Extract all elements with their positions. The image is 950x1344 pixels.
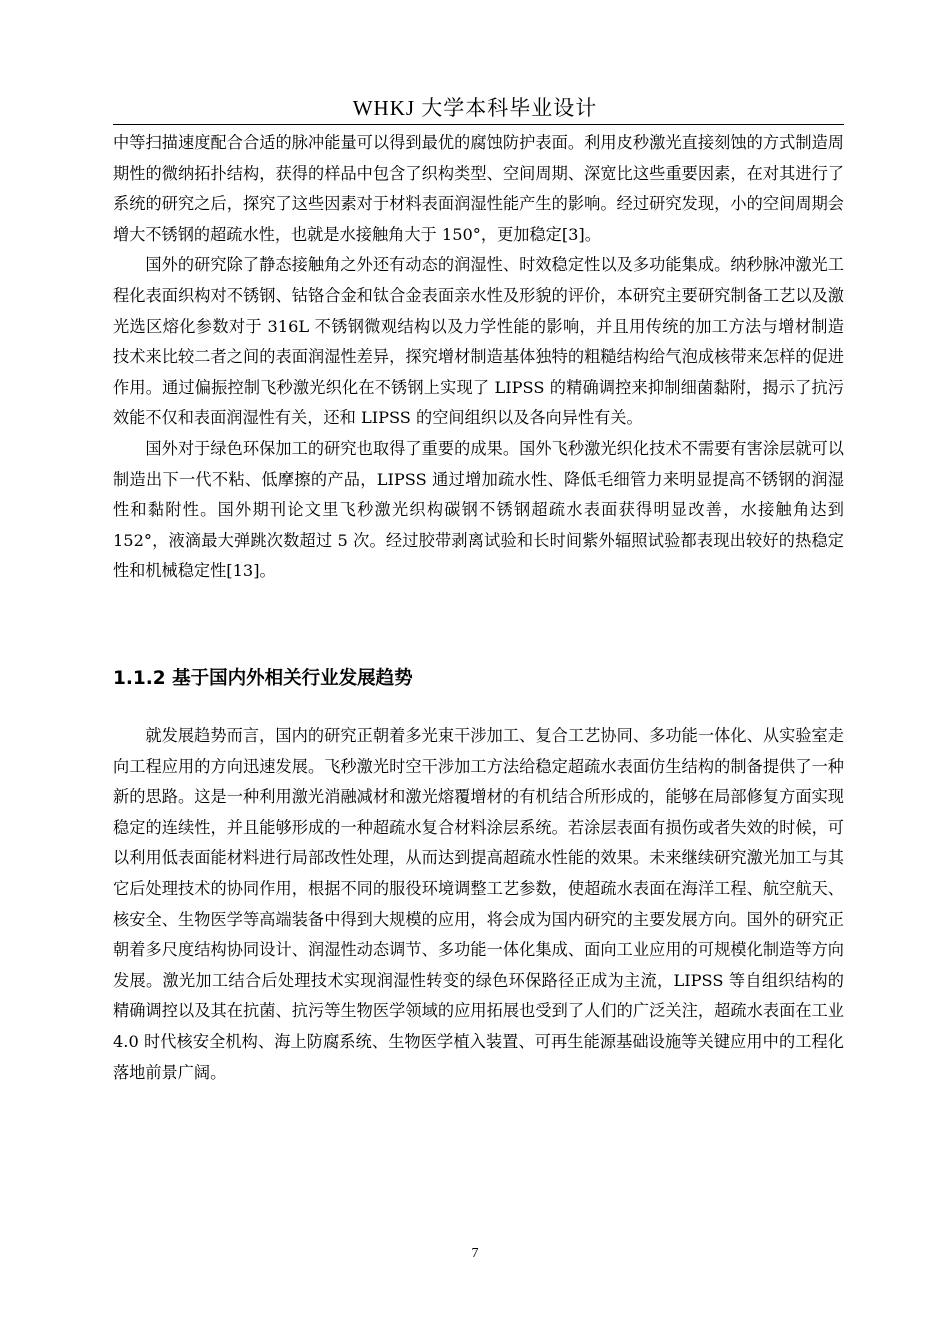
header-divider <box>113 124 844 125</box>
section-heading: 1.1.2 基于国内外相关行业发展趋势 <box>113 668 413 689</box>
body-text-top <box>113 128 844 587</box>
body-text-bottom <box>113 721 844 1088</box>
paragraph: 国外的研究除了静态接触角之外还有动态的润湿性、时效稳定性以及多功能集成。纳秒脉冲激光工程化表面织构对不锈钢、钴铬合金和钛合金表面亲水性及形貌的评价，本研究主要研究制备工艺以及激光选区熔化参数对于 316L 不锈钢微观结构以及力学性能的影响，并且用传统的加工方法与增材制造技术来比较二者之间的表面润湿性差异，探究增材制造基体独特的粗糙结构给气泡成核带来怎样的促进作用。通过偏振控制飞秒激光织化在不锈钢上实现了 LIPSS 的精确调控来抑制细菌黏附，揭示了抗污效能不仅和表面润湿性有关，还和 LIPSS 的空间组织以及各向异性有关。 <box>113 255 844 428</box>
paragraph-continued: 中等扫描速度配合合适的脉冲能量可以得到最优的腐蚀防护表面。利用皮秒激光直接刻蚀的方式制造周期性的微纳拓扑结构，获得的样品中包含了织构类型、空间周期、深宽比这些重要因素，在对其进行了系统的研究之后，探究了这些因素对于材料表面润湿性能产生的影响。经过研究发现，小的空间周期会增大不锈钢的超疏水性，也就是水接触角大于 150°，更加稳定[3]。 <box>113 133 844 244</box>
page-number: 7 <box>471 1246 479 1261</box>
page-header-title: WHKJ 大学本科毕业设计 <box>352 96 598 120</box>
paragraph: 就发展趋势而言，国内的研究正朝着多光束干涉加工、复合工艺协同、多功能一体化、从实验室走向工程应用的方向迅速发展。飞秒激光时空干涉加工方法给稳定超疏水表面仿生结构的制备提供了一种新的思路。这是一种利用激光消融减材和激光熔覆增材的有机结合所形成的，能够在局部修复方面实现稳定的连续性，并且能够形成的一种超疏水复合材料涂层系统。若涂层表面有损伤或者失效的时候，可以利用低表面能材料进行局部改性处理，从而达到提高超疏水性能的效果。未来继续研究激光加工与其它后处理技术的协同作用，根据不同的服役环境调整工艺参数，使超疏水表面在海洋工程、航空航天、核安全、生物医学等高端装备中得到大规模的应用，将会成为国内研究的主要发展方向。国外的研究正朝着多尺度结构协同设计、润湿性动态调节、多功能一体化集成、面向工业应用的可规模化制造等方向发展。激光加工结合后处理技术实现润湿性转变的绿色环保路径正成为主流，LIPSS 等自组织结构的精确调控以及其在抗菌、抗污等生物医学领域的应用拓展也受到了人们的广泛关注，超疏水表面在工业 4.0 时代核安全机构、海上防腐系统、生物医学植入装置、可再生能源基础设施等关键应用中的工程化落地前景广阔。 <box>113 726 844 1082</box>
paragraph: 国外对于绿色环保加工的研究也取得了重要的成果。国外飞秒激光织化技术不需要有害涂层就可以制造出下一代不粘、低摩擦的产品，LIPSS 通过增加疏水性、降低毛细管力来明显提高不锈钢的润湿性和黏附性。国外期刊论文里飞秒激光织构碳钢不锈钢超疏水表面获得明显改善，水接触角达到 152°，液滴最大弹跳次数超过 5 次。经过胶带剥离试验和长时间紫外辐照试验都表现出较好的热稳定性和机械稳定性[13]。 <box>113 438 844 581</box>
